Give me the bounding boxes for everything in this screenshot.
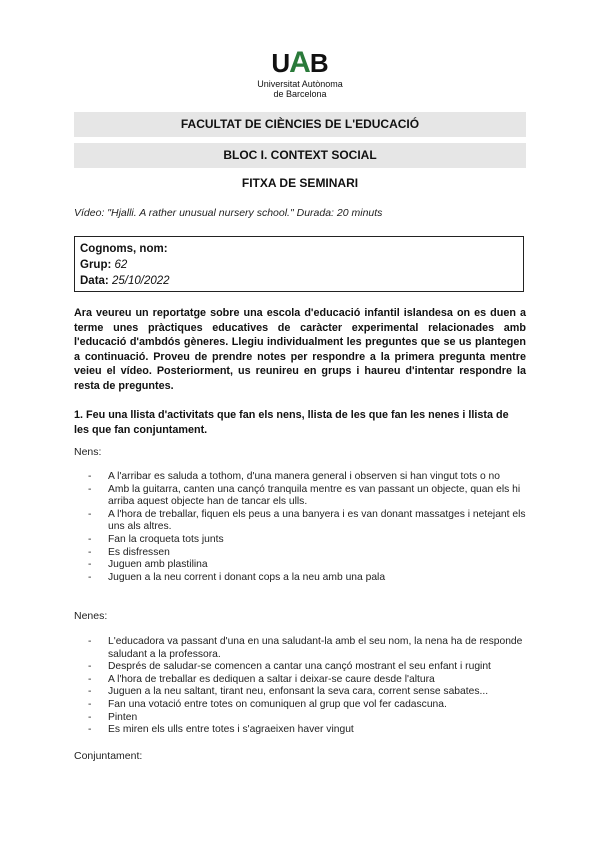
university-logo — [0, 48, 600, 99]
list-item: - Es disfressen — [88, 547, 526, 560]
nenes-label: Nenes: — [74, 610, 108, 622]
name-row — [80, 241, 523, 257]
group-label: Grup: — [80, 259, 112, 271]
nens-list — [88, 471, 526, 584]
group-value: 62 — [114, 259, 128, 271]
list-item: - A l'hora de treballar, fiquen els peus a una banyera i es van donant massatges i netejant els uns als altres. — [88, 509, 526, 534]
list-item: - Fan la croqueta tots junts — [88, 534, 526, 547]
nenes-list — [88, 636, 526, 737]
list-item: - Es miren els ulls entre totes i s'agraeixen haver vingut — [88, 724, 526, 737]
list-item: - L'educadora va passant d'una en una saludant-la amb el seu nom, la nena ha de responde saludant a la professora. — [88, 636, 526, 661]
uab-logo-mark — [271, 46, 329, 79]
list-item: - Fan una votació entre totes on comuniquen al grup que vol fer cadascuna. — [88, 699, 526, 712]
sheet-title: FITXA DE SEMINARI — [241, 176, 359, 190]
list-item: - A l'arribar es saluda a tothom, d'una manera general i observen si han vingut tots o no — [88, 471, 526, 484]
name-label: Cognoms, nom: — [80, 243, 168, 255]
intro-paragraph: Ara veureu un reportatge sobre una escola d'educació infantil islandesa on es duen a terme unes pràctiques educatives de caràcter experimental relacionades amb l'educació d'ambdós gèneres. Llegiu individualment les preguntes que se us plantegen a continuació. Proveu de prendre notes per respondre a la primera pregunta mentre veieu el vídeo. Posteriorment, us reunireu en grups i haureu d'intentar respondre la resta de preguntes. — [74, 307, 526, 392]
list-item: - Juguen amb plastilina — [88, 559, 526, 572]
conjuntament-label: Conjuntament: — [74, 750, 143, 762]
question-1: 1. Feu una llista d'activitats que fan els nens, llista de les que fan les nenes i llista de les que fan conjuntament. — [74, 409, 509, 436]
list-item: - Juguen a la neu saltant, tirant neu, enfonsant la seva cara, corrent sense sabates... — [88, 686, 526, 699]
nens-label: Nens: — [74, 446, 102, 458]
logo-letter-u: U — [271, 48, 291, 78]
list-item: - Pinten — [88, 712, 526, 725]
logo-university-name — [0, 79, 600, 99]
date-row — [80, 273, 523, 289]
faculty-heading: FACULTAT DE CIÈNCIES DE L'EDUCACIÓ — [74, 112, 526, 137]
group-row — [80, 257, 523, 273]
list-item: - Després de saludar-se comencen a cantar una cançó mostrant el seu enfant i rugint — [88, 661, 526, 674]
logo-letter-b: B — [309, 48, 329, 78]
list-item: - Amb la guitarra, canten una cançó tranquila mentre es van passant un objecte, quan els hi arriba aquest objecte han de tancar els ulls. — [88, 484, 526, 509]
list-item: - A l'hora de treballar es dediquen a saltar i deixar-se caure desde l'altura — [88, 674, 526, 687]
logo-line-1: Universitat Autònoma — [257, 79, 343, 89]
video-info: Vídeo: "Hjalli. A rather unusual nursery school." Durada: 20 minuts — [74, 207, 383, 219]
date-value: 25/10/2022 — [111, 275, 170, 287]
date-label: Data: — [80, 275, 109, 287]
list-item: - Juguen a la neu corrent i donant cops a la neu amb una pala — [88, 572, 526, 585]
logo-letter-a: A — [289, 46, 311, 79]
student-info-box — [74, 236, 524, 292]
block-heading: BLOC I. CONTEXT SOCIAL — [74, 143, 526, 168]
logo-line-2: de Barcelona — [273, 89, 327, 99]
